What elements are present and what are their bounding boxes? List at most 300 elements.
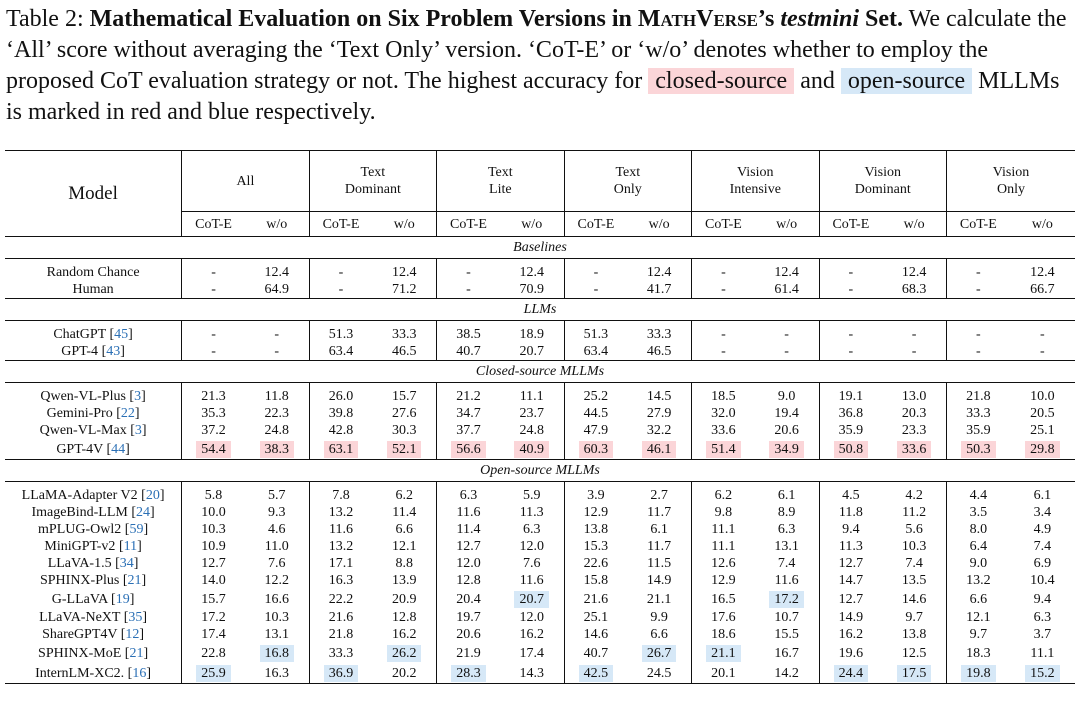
score-cell bbox=[946, 609, 1009, 626]
highlighted-score: 54.4 bbox=[196, 441, 231, 458]
score: 11.0 bbox=[264, 539, 289, 554]
score: 9.3 bbox=[268, 505, 286, 520]
score: 14.6 bbox=[901, 591, 927, 607]
score-cell bbox=[755, 326, 819, 343]
score: 11.6 bbox=[456, 505, 481, 520]
score-cell bbox=[882, 504, 946, 521]
score-cell bbox=[309, 388, 372, 405]
score: 20.1 bbox=[711, 665, 736, 681]
model-name: Human bbox=[72, 282, 114, 297]
score-cell bbox=[564, 538, 627, 555]
section-title: Closed-source MLLMs bbox=[5, 361, 1075, 383]
score-cell bbox=[1010, 589, 1075, 609]
score-cell bbox=[245, 264, 309, 281]
score-cell bbox=[245, 487, 309, 504]
score: 10.0 bbox=[201, 505, 226, 520]
score: 12.9 bbox=[583, 505, 609, 520]
citation-close: ] bbox=[134, 406, 140, 421]
score: 30.3 bbox=[391, 423, 417, 438]
model-name: ImageBind-LLM bbox=[31, 505, 128, 520]
table-caption bbox=[6, 4, 1074, 128]
score-cell bbox=[309, 589, 372, 609]
model-name-cell bbox=[5, 572, 182, 589]
score-cell bbox=[882, 555, 946, 572]
citation-link[interactable]: 16 bbox=[132, 665, 147, 681]
score-cell bbox=[564, 405, 627, 422]
score-cell bbox=[882, 388, 946, 405]
score-cell bbox=[627, 504, 691, 521]
highlighted-score: 38.3 bbox=[260, 441, 295, 458]
score-cell bbox=[564, 663, 627, 684]
score: 21.6 bbox=[328, 610, 354, 625]
highlighted-score: 42.5 bbox=[579, 665, 614, 682]
score: 23.7 bbox=[519, 406, 544, 421]
table-row bbox=[5, 281, 1075, 299]
score: 20.6 bbox=[774, 423, 799, 438]
citation-link[interactable]: 19 bbox=[115, 591, 130, 607]
score-cell bbox=[882, 439, 946, 460]
score-cell bbox=[882, 487, 946, 504]
score-cell bbox=[755, 281, 819, 299]
score: - bbox=[1040, 327, 1045, 342]
score: 66.7 bbox=[1030, 282, 1055, 297]
section-title: Baselines bbox=[5, 237, 1075, 259]
score-cell bbox=[946, 521, 1009, 538]
score: 9.0 bbox=[969, 556, 988, 571]
score: 16.6 bbox=[264, 591, 289, 607]
score: - bbox=[784, 327, 789, 342]
score-cell bbox=[309, 487, 372, 504]
score: 19.6 bbox=[838, 645, 864, 661]
model-name-cell bbox=[5, 521, 182, 538]
citation-open: [ bbox=[121, 522, 130, 537]
score-cell bbox=[309, 555, 372, 572]
score: 33.6 bbox=[711, 423, 736, 438]
citation-link[interactable]: 12 bbox=[125, 627, 140, 642]
score: 46.5 bbox=[391, 344, 417, 359]
score-cell bbox=[755, 405, 819, 422]
score: 11.6 bbox=[774, 573, 799, 588]
score-cell bbox=[372, 663, 436, 684]
score-cell bbox=[755, 609, 819, 626]
score-cell bbox=[372, 388, 436, 405]
score-cell bbox=[372, 521, 436, 538]
table-row bbox=[5, 439, 1075, 460]
score: 51.3 bbox=[583, 327, 609, 342]
sub-header-cot-e: CoT-E bbox=[309, 212, 372, 237]
score-cell bbox=[309, 643, 372, 663]
score-cell bbox=[564, 589, 627, 609]
score-cell bbox=[437, 326, 500, 343]
score: 4.2 bbox=[905, 488, 923, 503]
score-cell bbox=[1010, 521, 1075, 538]
score-cell bbox=[182, 281, 245, 299]
citation-close: ] bbox=[129, 591, 135, 607]
score-cell bbox=[692, 626, 755, 643]
score-cell bbox=[755, 626, 819, 643]
score: 6.1 bbox=[777, 488, 796, 503]
score: 14.3 bbox=[519, 665, 544, 681]
score-cell bbox=[437, 643, 500, 663]
score-cell bbox=[182, 521, 245, 538]
score-cell bbox=[309, 281, 372, 299]
score-cell bbox=[627, 388, 691, 405]
score-cell bbox=[182, 609, 245, 626]
score: 15.5 bbox=[774, 627, 799, 642]
score-cell bbox=[182, 487, 245, 504]
citation-link[interactable]: 24 bbox=[136, 505, 151, 520]
score: 20.7 bbox=[519, 344, 544, 359]
score: - bbox=[211, 344, 216, 359]
score-cell bbox=[182, 343, 245, 361]
citation-open: [ bbox=[137, 488, 146, 503]
score: 21.1 bbox=[646, 591, 672, 607]
table-row bbox=[5, 504, 1075, 521]
table-row bbox=[5, 264, 1075, 281]
model-name: Random Chance bbox=[46, 265, 140, 280]
score: 20.3 bbox=[901, 406, 927, 421]
score-cell bbox=[882, 281, 946, 299]
score-cell bbox=[309, 264, 372, 281]
citation-link[interactable]: 43 bbox=[106, 344, 121, 359]
score: 12.4 bbox=[774, 265, 799, 280]
score: - bbox=[593, 265, 599, 280]
citation-open: [ bbox=[125, 389, 135, 404]
score: 14.7 bbox=[838, 573, 864, 588]
score-cell bbox=[500, 343, 564, 361]
score-cell bbox=[182, 422, 245, 439]
score-cell bbox=[627, 609, 691, 626]
score-cell bbox=[309, 609, 372, 626]
highlighted-score: 25.9 bbox=[196, 665, 231, 682]
score: 19.4 bbox=[774, 406, 799, 421]
table-row bbox=[5, 538, 1075, 555]
score: 24.5 bbox=[646, 665, 672, 681]
score-cell bbox=[309, 504, 372, 521]
score-cell bbox=[372, 504, 436, 521]
citation-link[interactable]: 44 bbox=[111, 441, 126, 457]
score-cell bbox=[564, 388, 627, 405]
score-cell bbox=[372, 422, 436, 439]
score: - bbox=[848, 327, 854, 342]
score: 14.2 bbox=[774, 665, 799, 681]
sub-header-wo: w/o bbox=[882, 212, 946, 237]
highlighted-score: 52.1 bbox=[387, 441, 422, 458]
citation-link[interactable]: 3 bbox=[134, 423, 142, 438]
score: 10.3 bbox=[901, 539, 927, 554]
score: 11.1 bbox=[711, 522, 736, 537]
score: 17.4 bbox=[519, 645, 544, 661]
group-header-line: Text bbox=[487, 165, 513, 180]
score: 37.2 bbox=[201, 423, 226, 438]
score: 21.8 bbox=[966, 389, 991, 404]
score-cell bbox=[500, 487, 564, 504]
score: - bbox=[338, 265, 344, 280]
score-cell bbox=[500, 439, 564, 460]
score: 12.4 bbox=[264, 265, 289, 280]
score: 15.3 bbox=[583, 539, 609, 554]
group-header bbox=[437, 151, 564, 212]
sub-header-wo: w/o bbox=[755, 212, 819, 237]
score: 40.7 bbox=[456, 344, 481, 359]
score-cell bbox=[1010, 538, 1075, 555]
score: 16.2 bbox=[519, 627, 544, 642]
model-name: SPHINX-MoE bbox=[38, 645, 122, 661]
score-cell bbox=[372, 326, 436, 343]
score-cell bbox=[946, 422, 1009, 439]
score: 12.4 bbox=[901, 265, 927, 280]
score: 12.5 bbox=[901, 645, 927, 661]
score-cell bbox=[692, 388, 755, 405]
score: 47.9 bbox=[583, 423, 609, 438]
model-name-cell bbox=[5, 422, 182, 439]
score: 6.1 bbox=[1033, 488, 1052, 503]
score: 33.3 bbox=[966, 406, 991, 421]
score: 20.9 bbox=[391, 591, 417, 607]
caption-title-1: Mathematical Evaluation on Six Problem Versions in bbox=[89, 6, 638, 32]
table-row bbox=[5, 626, 1075, 643]
score-cell bbox=[755, 521, 819, 538]
score-cell bbox=[437, 343, 500, 361]
score-cell bbox=[692, 504, 755, 521]
highlighted-score: 33.6 bbox=[897, 441, 932, 458]
score: 36.8 bbox=[838, 406, 864, 421]
score-cell bbox=[819, 504, 882, 521]
score-cell bbox=[882, 422, 946, 439]
score-cell bbox=[309, 572, 372, 589]
citation-link[interactable]: 22 bbox=[120, 406, 135, 421]
citation-link[interactable]: 59 bbox=[129, 522, 144, 537]
model-name: ShareGPT4V bbox=[42, 627, 118, 642]
model-name: Qwen-VL-Max bbox=[39, 423, 127, 438]
score-cell bbox=[437, 609, 500, 626]
score-cell bbox=[372, 643, 436, 663]
score-cell bbox=[245, 343, 309, 361]
citation-close: ] bbox=[146, 665, 152, 681]
results-table bbox=[5, 150, 1075, 684]
model-name: InternLM-XC2. bbox=[35, 665, 125, 681]
score-cell bbox=[372, 609, 436, 626]
score-cell bbox=[882, 264, 946, 281]
score: 20.5 bbox=[1030, 406, 1055, 421]
score-cell bbox=[564, 521, 627, 538]
score-cell bbox=[564, 626, 627, 643]
score-cell bbox=[564, 487, 627, 504]
score-cell bbox=[627, 555, 691, 572]
score: 46.5 bbox=[646, 344, 672, 359]
model-name: mPLUG-Owl2 bbox=[38, 522, 122, 537]
citation-open: [ bbox=[127, 505, 137, 520]
highlighted-score: 15.2 bbox=[1025, 665, 1060, 682]
model-name-cell bbox=[5, 589, 182, 609]
score: 5.8 bbox=[204, 488, 223, 503]
score: - bbox=[338, 282, 344, 297]
model-name-cell bbox=[5, 555, 182, 572]
citation-close: ] bbox=[141, 389, 146, 404]
score: 12.7 bbox=[201, 556, 226, 571]
score-cell bbox=[627, 626, 691, 643]
score: 22.3 bbox=[264, 406, 289, 421]
citation-close: ] bbox=[139, 627, 145, 642]
score: - bbox=[848, 344, 854, 359]
caption-body-3: MLLMs is marked in red and blue respectively. bbox=[6, 68, 1060, 125]
citation-link[interactable]: 11 bbox=[123, 539, 138, 554]
score: 12.0 bbox=[456, 556, 481, 571]
score-cell bbox=[882, 405, 946, 422]
score-cell bbox=[245, 538, 309, 555]
score: 12.8 bbox=[456, 573, 481, 588]
citation-link[interactable]: 21 bbox=[127, 573, 142, 588]
score-cell bbox=[882, 626, 946, 643]
citation-close: ] bbox=[150, 505, 155, 520]
score-cell bbox=[309, 343, 372, 361]
score: 11.4 bbox=[392, 505, 417, 520]
score: 63.4 bbox=[328, 344, 354, 359]
score-cell bbox=[437, 521, 500, 538]
score-cell bbox=[692, 343, 755, 361]
score: 42.8 bbox=[328, 423, 354, 438]
score-cell bbox=[500, 589, 564, 609]
score-cell bbox=[627, 663, 691, 684]
score-cell bbox=[946, 388, 1009, 405]
citation-open: [ bbox=[105, 327, 115, 342]
score: 5.6 bbox=[905, 522, 923, 537]
table-row bbox=[5, 405, 1075, 422]
score: 33.3 bbox=[391, 327, 417, 342]
score: 26.0 bbox=[328, 389, 354, 404]
score: 8.8 bbox=[395, 556, 413, 571]
score-cell bbox=[309, 405, 372, 422]
score: - bbox=[976, 282, 981, 297]
caption-body-2: and bbox=[794, 68, 841, 94]
score: 25.2 bbox=[583, 389, 609, 404]
model-name-cell bbox=[5, 663, 182, 684]
highlighted-score: 60.3 bbox=[579, 441, 614, 458]
score-cell bbox=[437, 264, 500, 281]
table-row bbox=[5, 487, 1075, 504]
citation-close: ] bbox=[125, 441, 130, 457]
score-cell bbox=[182, 626, 245, 643]
score-cell bbox=[182, 326, 245, 343]
score: 12.1 bbox=[966, 610, 991, 625]
score: 24.8 bbox=[264, 423, 289, 438]
score: - bbox=[976, 265, 981, 280]
citation-link[interactable]: 34 bbox=[119, 556, 134, 571]
score-cell bbox=[692, 405, 755, 422]
highlighted-score: 36.9 bbox=[324, 665, 359, 682]
caption-label: Table 2: bbox=[6, 6, 84, 32]
score: - bbox=[848, 265, 854, 280]
score-cell bbox=[755, 589, 819, 609]
score-cell bbox=[500, 555, 564, 572]
score-cell bbox=[946, 572, 1009, 589]
score: 19.7 bbox=[456, 610, 481, 625]
score-cell bbox=[946, 326, 1009, 343]
score-cell bbox=[372, 439, 436, 460]
score-cell bbox=[437, 422, 500, 439]
score: 32.0 bbox=[711, 406, 736, 421]
score: 6.3 bbox=[777, 522, 796, 537]
score: 12.9 bbox=[711, 573, 736, 588]
section-title: LLMs bbox=[5, 299, 1075, 321]
caption-brand: MathVerse bbox=[637, 6, 758, 32]
score: 10.3 bbox=[264, 610, 289, 625]
score: 25.1 bbox=[583, 610, 609, 625]
score-cell bbox=[627, 439, 691, 460]
score-cell bbox=[692, 589, 755, 609]
citation-link[interactable]: 3 bbox=[134, 389, 142, 404]
score-cell bbox=[245, 326, 309, 343]
score-cell bbox=[309, 538, 372, 555]
model-name: LLaVA-1.5 bbox=[47, 556, 112, 571]
score: 6.6 bbox=[969, 591, 988, 607]
score: 17.2 bbox=[201, 610, 226, 625]
score: 14.9 bbox=[838, 610, 864, 625]
citation-open: [ bbox=[121, 645, 130, 661]
group-header bbox=[309, 151, 436, 212]
score: - bbox=[721, 327, 726, 342]
score: - bbox=[466, 265, 471, 280]
sub-header-cot-e: CoT-E bbox=[946, 212, 1009, 237]
score-cell bbox=[882, 538, 946, 555]
model-name-cell bbox=[5, 609, 182, 626]
score: 2.7 bbox=[650, 488, 668, 503]
score: 7.6 bbox=[268, 556, 286, 571]
citation-link[interactable]: 45 bbox=[114, 327, 129, 342]
highlighted-score: 19.8 bbox=[961, 665, 996, 682]
score: 13.1 bbox=[774, 539, 799, 554]
citation-link[interactable]: 35 bbox=[128, 610, 143, 625]
model-name: ChatGPT bbox=[53, 327, 106, 342]
score-cell bbox=[692, 281, 755, 299]
caption-body-1: We calculate the ‘All’ score without averaging the ‘Text Only’ version. ‘CoT-E’ or ‘w/o’ denotes whether to employ the proposed CoT evaluation strategy or not. The highest accuracy for bbox=[6, 6, 1067, 94]
score-cell bbox=[692, 326, 755, 343]
score-cell bbox=[309, 663, 372, 684]
score-cell bbox=[372, 264, 436, 281]
score: 12.4 bbox=[646, 265, 672, 280]
sub-header-cot-e: CoT-E bbox=[437, 212, 500, 237]
score: 40.7 bbox=[583, 645, 609, 661]
score-cell bbox=[1010, 326, 1075, 343]
score-cell bbox=[372, 555, 436, 572]
score: - bbox=[848, 282, 854, 297]
score-cell bbox=[500, 405, 564, 422]
score: 21.3 bbox=[201, 389, 226, 404]
score-cell bbox=[819, 281, 882, 299]
score-cell bbox=[309, 326, 372, 343]
group-header bbox=[946, 151, 1075, 212]
score: 7.4 bbox=[905, 556, 923, 571]
group-header bbox=[819, 151, 946, 212]
score-cell bbox=[755, 264, 819, 281]
citation-link[interactable]: 21 bbox=[129, 645, 144, 661]
citation-link[interactable]: 20 bbox=[145, 488, 160, 503]
highlighted-score: 50.8 bbox=[834, 441, 869, 458]
score-cell bbox=[627, 643, 691, 663]
score-cell bbox=[309, 521, 372, 538]
score: 25.1 bbox=[1030, 423, 1055, 438]
score: 14.6 bbox=[583, 627, 609, 642]
score: 7.6 bbox=[522, 556, 541, 571]
score-cell bbox=[882, 343, 946, 361]
score: 4.5 bbox=[842, 488, 860, 503]
table-row bbox=[5, 663, 1075, 684]
score: 3.5 bbox=[969, 505, 988, 520]
score-cell bbox=[500, 388, 564, 405]
score: 24.8 bbox=[519, 423, 544, 438]
score-cell bbox=[245, 572, 309, 589]
score-cell bbox=[437, 538, 500, 555]
